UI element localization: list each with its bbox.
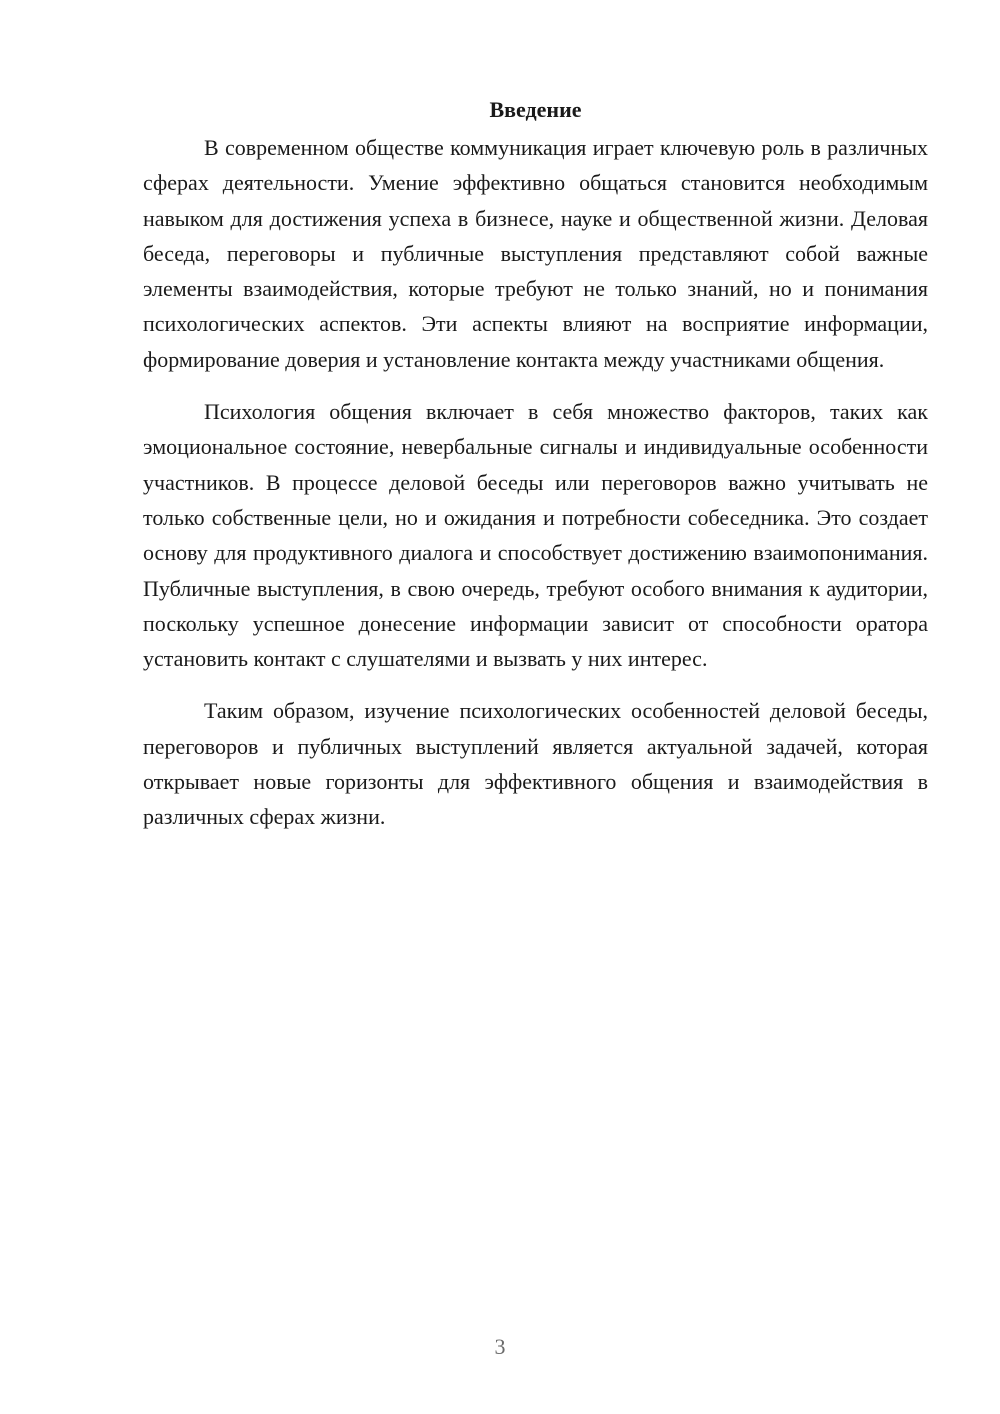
page-content bbox=[143, 92, 928, 852]
paragraph-3: Таким образом, изучение психологических особенностей деловой беседы, переговоров и публичных выступлений является актуальной задачей, которая открывает новые горизонты для эффективного общения и взаимодействия в различных сферах жизни. bbox=[143, 698, 928, 830]
paragraph-2: Психология общения включает в себя множество факторов, таких как эмоциональное состояние, невербальные сигналы и индивидуальные особенности участников. В процессе деловой беседы или переговоров важно учитывать не только собственные цели, но и ожидания и потребности собеседника. Это создает основу для продуктивного диалога и способствует достижению взаимопонимания. Публичные выступления, в свою очередь, требуют особого внимания к аудитории, поскольку успешное донесение информации зависит от способности оратора установить контакт с слушателями и вызвать у них интерес. bbox=[143, 399, 928, 672]
section-heading: Введение bbox=[489, 97, 582, 122]
paragraph-1: В современном обществе коммуникация играет ключевую роль в различных сферах деятельности. Умение эффективно общаться становится необходимым навыком для достижения успеха в бизнесе, науке и общественной жизни. Деловая беседа, переговоры и публичные выступления представляют собой важные элементы взаимодействия, которые требуют не только знаний, но и понимания психологических аспектов. Эти аспекты влияют на восприятие информации, формирование доверия и установление контакта между участниками общения. bbox=[143, 135, 928, 372]
page-number: 3 bbox=[494, 1334, 506, 1359]
